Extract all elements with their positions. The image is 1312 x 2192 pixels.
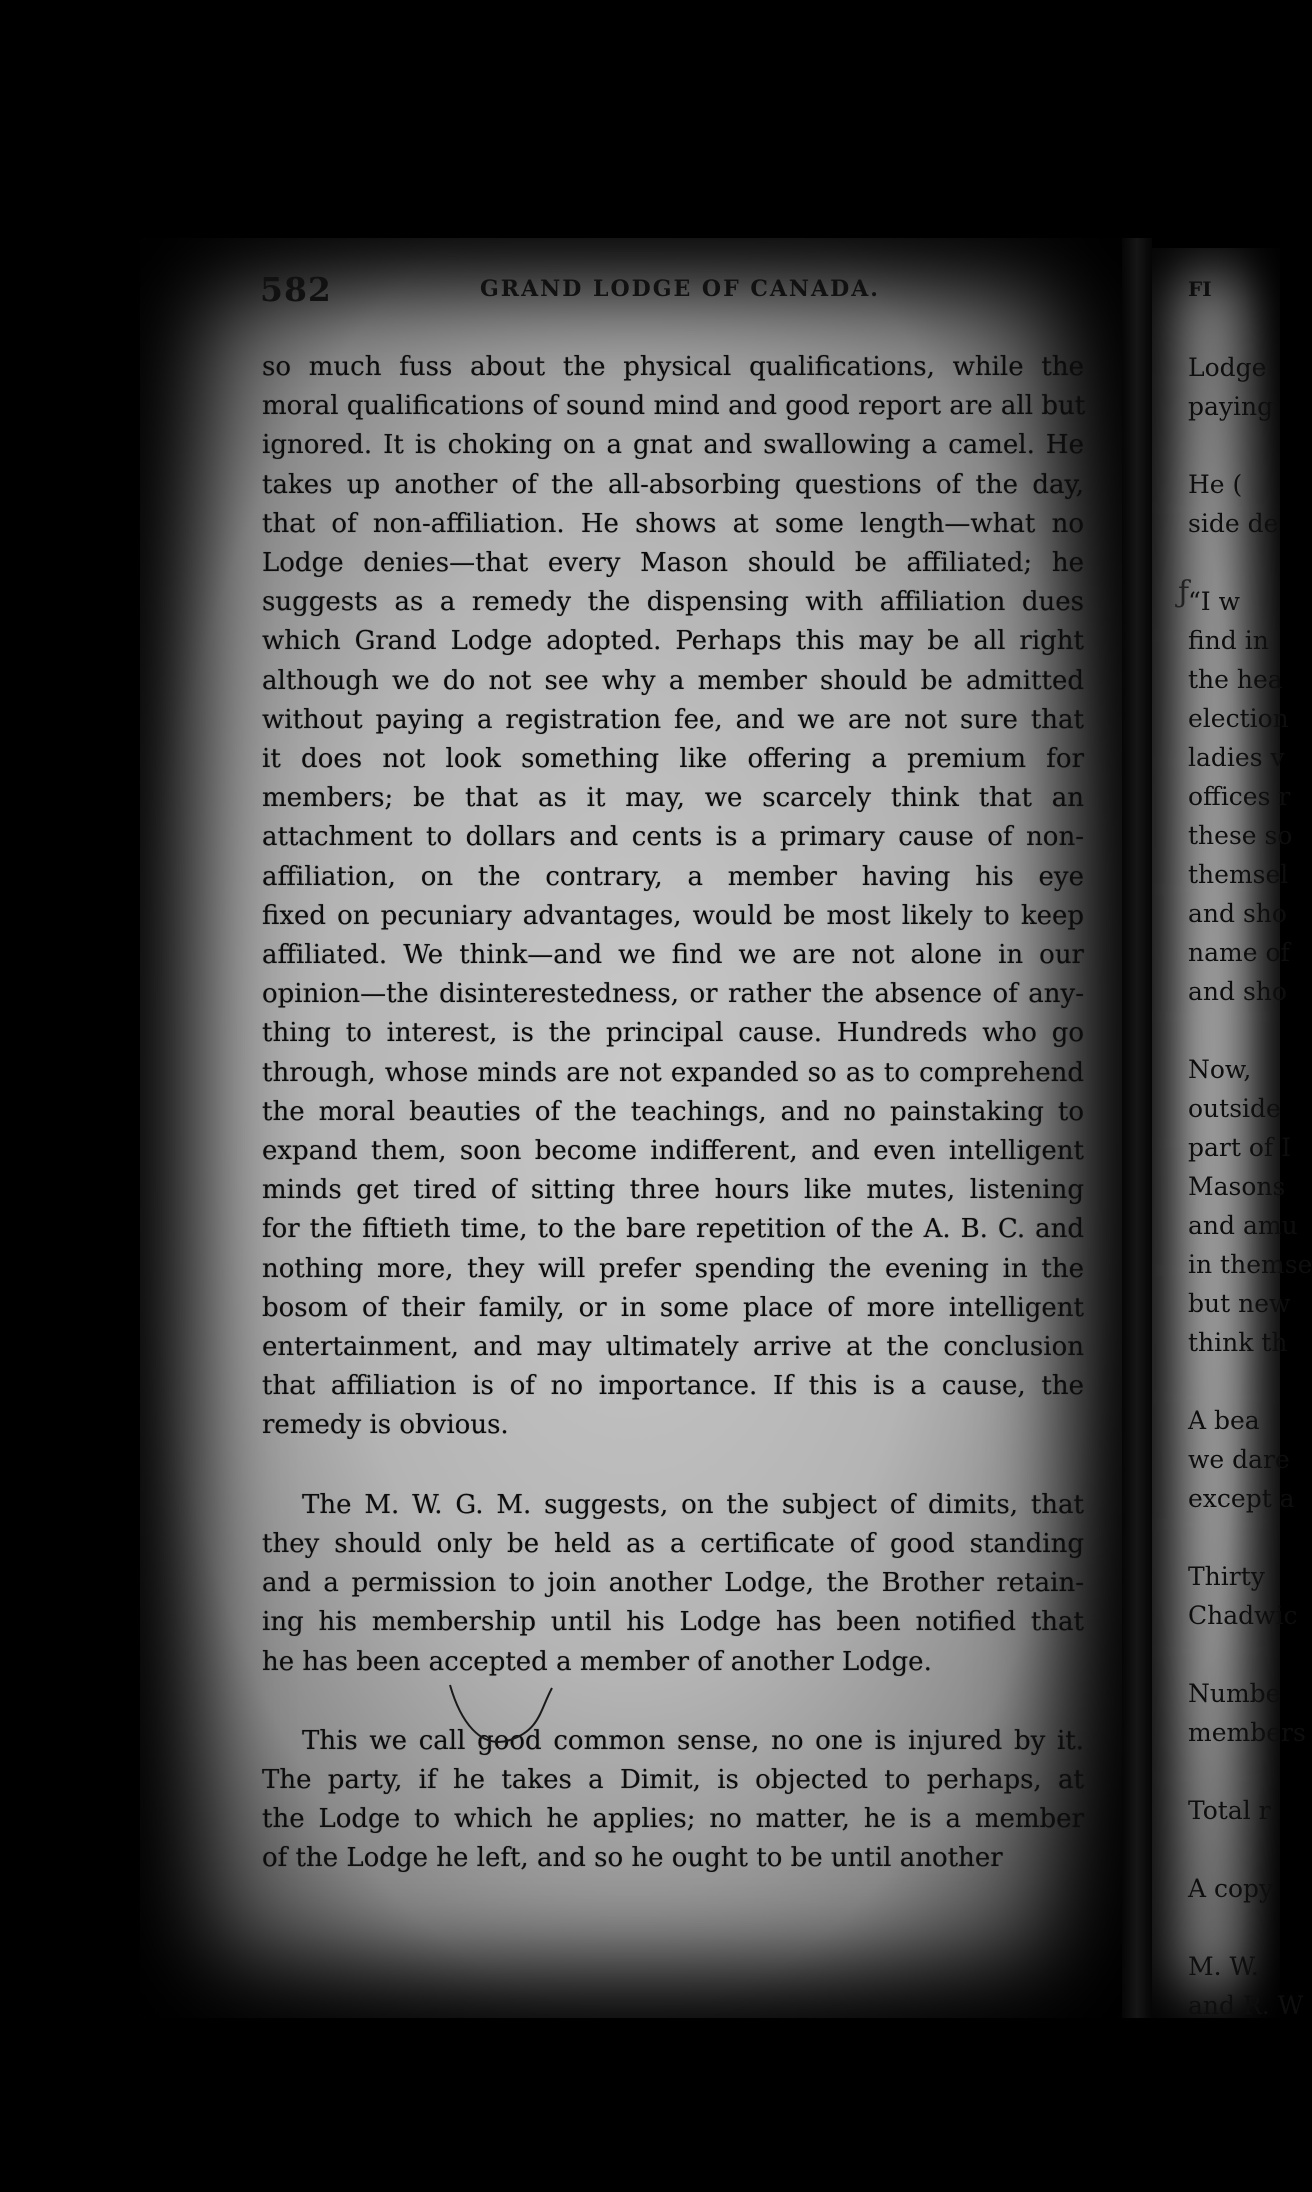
facing-page-gap (1188, 1518, 1280, 1557)
text-line: ing his membership until his Lodge has been notified that (262, 1607, 1084, 1638)
facing-page-header: FI (1188, 277, 1212, 301)
facing-page-line: Thirty (1188, 1562, 1265, 1591)
facing-page-gap (1188, 1362, 1280, 1401)
paragraph-2 (262, 1486, 1084, 1682)
text-line: remedy is obvious. (262, 1410, 509, 1441)
facing-page-gap (1188, 1830, 1280, 1869)
text-line: bosom of their family, or in some place of more intelligent (262, 1292, 1084, 1323)
text-line: expand them, soon become indifferent, and even intelligent (262, 1136, 1084, 1167)
text-line: of the Lodge he left, and so he ought to be until another (262, 1843, 1003, 1874)
facing-page-gap (1188, 426, 1280, 465)
paragraph-1 (262, 348, 1084, 1446)
facing-page-line: ladies v (1188, 743, 1285, 772)
paragraph-gap (262, 1682, 1084, 1722)
pencil-underline-mark (440, 1680, 560, 1760)
text-line: that of non-affiliation. He shows at some length—what no (262, 508, 1084, 539)
facing-page-line: Chadwic (1188, 1601, 1298, 1630)
facing-page-text (1188, 277, 1312, 2025)
facing-page-line: offices r (1188, 782, 1291, 811)
body-text (262, 348, 1084, 1879)
text-line: affiliation, on the contrary, a member having his eye (262, 861, 1084, 892)
facing-page-line: think th (1188, 1328, 1288, 1357)
facing-page-line: we dare (1188, 1445, 1290, 1474)
text-line: suggests as a remedy the dispensing with affiliation dues (262, 587, 1084, 618)
facing-page-line: and sho (1188, 977, 1287, 1006)
text-line: the moral beauties of the teachings, and no painstaking to (262, 1096, 1084, 1127)
facing-page-line: side de (1188, 509, 1279, 538)
facing-page-gap (1188, 1908, 1280, 1947)
facing-page-line: these so (1188, 821, 1293, 850)
text-line: so much fuss about the physical qualifications, while the (262, 352, 1084, 382)
facing-page-line: but new (1188, 1289, 1291, 1318)
facing-page-line: part of I (1188, 1133, 1291, 1162)
text-line: which Grand Lodge adopted. Perhaps this may be all right (262, 626, 1084, 657)
text-line: entertainment, and may ultimately arrive at the conclusion (262, 1332, 1084, 1363)
text-line: without paying a registration fee, and we are not sure that (262, 704, 1084, 735)
facing-page-line: find in (1188, 626, 1269, 655)
facing-page-line: themsel (1188, 860, 1289, 889)
facing-page-line: M. W. (1188, 1952, 1259, 1981)
facing-page-line: A copy (1188, 1874, 1274, 1903)
facing-page-gap (1188, 1011, 1280, 1050)
running-title: GRAND LODGE OF CANADA. (480, 276, 880, 302)
facing-page-line: and sho (1188, 899, 1287, 928)
text-line: moral qualifications of sound mind and good report are all but (262, 391, 1086, 422)
facing-page-line: Masons (1188, 1172, 1286, 1201)
facing-page-line: A bea (1188, 1406, 1260, 1435)
text-line: members; be that as it may, we scarcely think that an (262, 783, 1084, 814)
text-line: it does not look something like offering a premium for (262, 744, 1084, 775)
facing-page-gap (1188, 543, 1280, 582)
text-line: that affiliation is of no importance. If this is a cause, the (262, 1371, 1084, 1402)
text-line: Lodge denies—that every Mason should be affiliated; he (262, 548, 1084, 579)
text-line: takes up another of the all-absorbing questions of the day, (262, 469, 1084, 500)
text-line: The party, if he takes a Dimit, is objected to perhaps, at (262, 1764, 1084, 1795)
facing-page-line: “I w (1188, 587, 1241, 616)
facing-page-line: Numbe (1188, 1679, 1281, 1708)
facing-page-line: Total r (1188, 1796, 1271, 1825)
text-line: although we do not see why a member should be admitted (262, 665, 1084, 696)
facing-page-line: and amu (1188, 1211, 1298, 1240)
text-line: fixed on pecuniary advantages, would be most likely to keep (262, 900, 1084, 931)
text-line: he has been accepted a member of another Lodge. (262, 1646, 932, 1677)
text-line: opinion—the disinterestedness, or rather the absence of any- (262, 979, 1084, 1010)
facing-page-line: outside (1188, 1094, 1281, 1123)
text-line: The M. W. G. M. suggests, on the subject of dimits, that (302, 1489, 1084, 1520)
facing-page-line: He ( (1188, 470, 1243, 499)
page-number: 582 (260, 270, 332, 309)
text-line: ignored. It is choking on a gnat and swallowing a camel. He (262, 430, 1084, 461)
facing-page-line: the hea (1188, 665, 1283, 694)
text-line: minds get tired of sitting three hours like mutes, listening (262, 1175, 1084, 1206)
facing-page-line: paying (1188, 392, 1274, 421)
facing-page-line: except a (1188, 1484, 1295, 1513)
text-line: This we call good common sense, no one is injured by it. (302, 1725, 1084, 1756)
text-line: affiliated. We think—and we find we are not alone in our (262, 940, 1084, 971)
text-line: and a permission to join another Lodge, the Brother retain- (262, 1568, 1084, 1599)
facing-page-gap (1188, 1635, 1280, 1674)
text-line: for the fiftieth time, to the bare repetition of the A. B. C. and (262, 1214, 1084, 1245)
text-line: through, whose minds are not expanded so as to comprehend (262, 1057, 1084, 1088)
book-gutter (1122, 238, 1152, 2018)
facing-page-line: election (1188, 704, 1289, 733)
margin-pencil-mark: ƒ (1178, 575, 1190, 610)
facing-page-line: Lodge (1188, 353, 1267, 382)
facing-page-line: Now, (1188, 1055, 1252, 1084)
text-line: nothing more, they will prefer spending the evening in the (262, 1253, 1084, 1284)
paragraph-3 (262, 1722, 1084, 1879)
text-line: thing to interest, is the principal cause. Hundreds who go (262, 1018, 1084, 1049)
facing-page-line: members (1188, 1718, 1306, 1747)
facing-page-line: in themse (1188, 1250, 1312, 1279)
text-line: the Lodge to which he applies; no matter, he is a member (262, 1804, 1084, 1835)
text-line: they should only be held as a certificate of good standing (262, 1528, 1084, 1559)
facing-page-line: name of (1188, 938, 1290, 967)
facing-page-gap (1188, 1752, 1280, 1791)
facing-page-line: and R. W (1188, 1991, 1304, 2020)
paragraph-gap (262, 1446, 1084, 1486)
running-head (120, 270, 1080, 314)
text-line: attachment to dollars and cents is a primary cause of non- (262, 822, 1084, 853)
